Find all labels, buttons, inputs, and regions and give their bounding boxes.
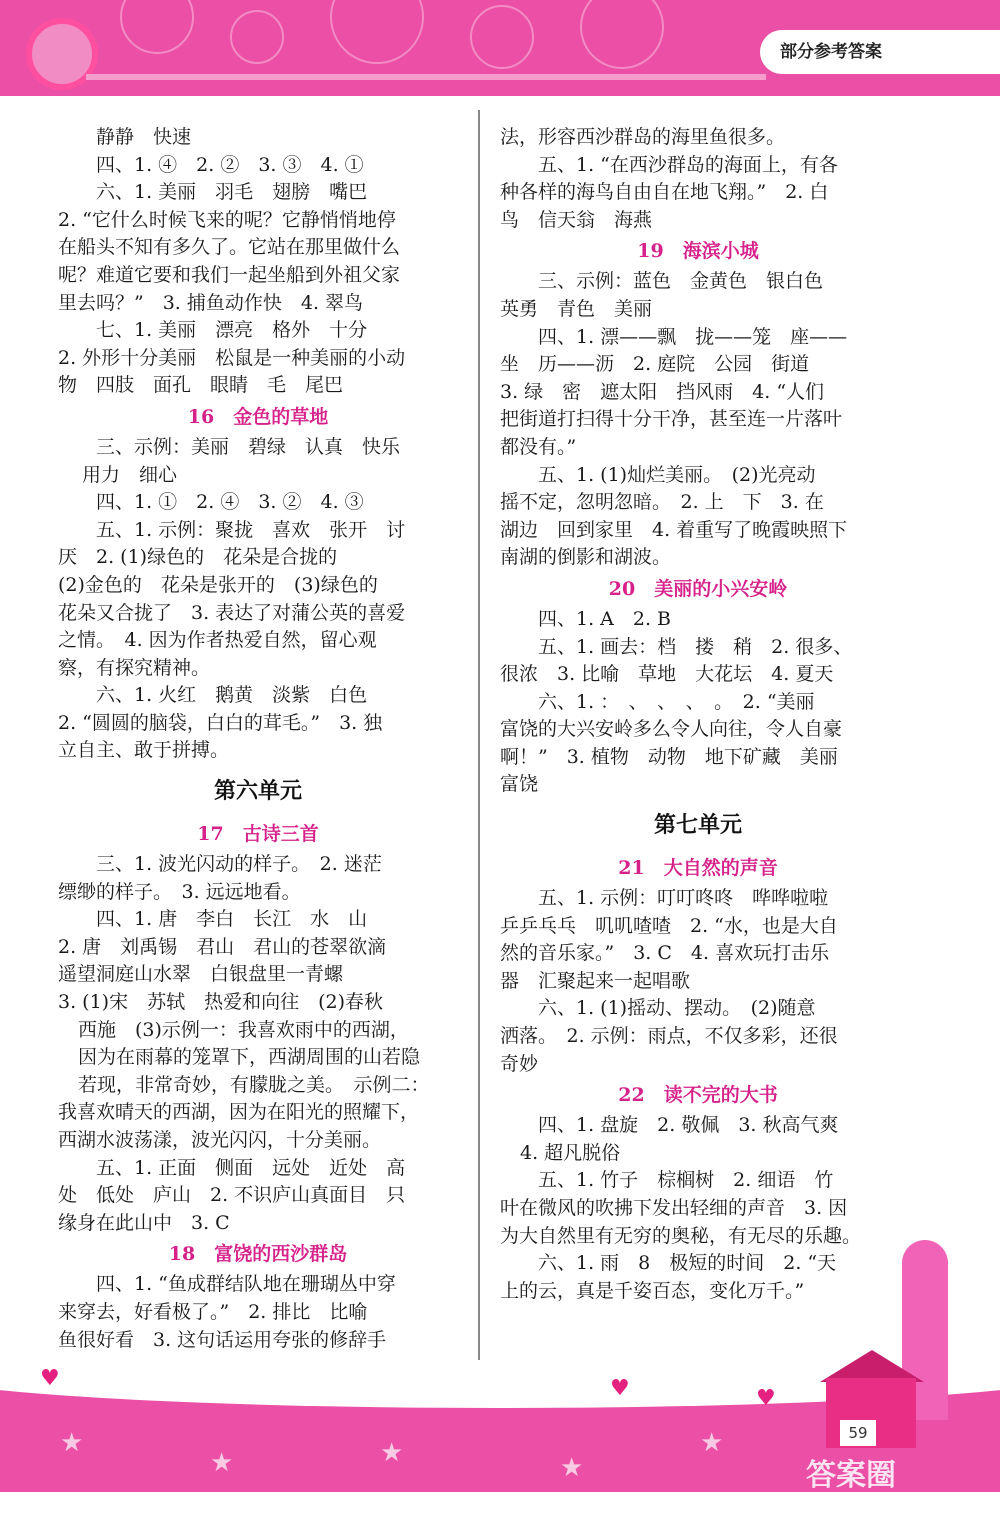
answer-line: 英勇 青色 美丽 — [500, 297, 653, 320]
answer-line: 用力 细心 — [82, 463, 178, 486]
page-number: 59 — [840, 1420, 876, 1446]
answer-line: 五、1. 示例：叮叮咚咚 哗哗啦啦 — [538, 887, 829, 910]
lesson-title: 17 古诗三首 — [197, 823, 319, 846]
answer-line: 三、1. 波光闪动的样子。 2. 迷茫 — [96, 853, 382, 876]
answer-line: 鱼很好看 3. 这句话运用夸张的修辞手 — [58, 1328, 387, 1351]
lesson-title: 22 读不完的大书 — [618, 1084, 778, 1107]
star-icon: ★ — [380, 1438, 404, 1468]
answer-block — [500, 268, 896, 572]
answer-line: 3. (1)宋 苏轼 热爱和向往 (2)春秋 — [58, 991, 383, 1014]
answer-line: 三、示例：蓝色 金黄色 银白色 — [538, 270, 824, 293]
answer-block — [58, 434, 458, 765]
answer-line: 洒落。 2. 示例：雨点，不仅多彩，还很 — [500, 1025, 838, 1048]
answer-line: 坐 历——沥 2. 庭院 公园 街道 — [500, 353, 810, 376]
answer-line: 四、1. “鱼成群结队地在珊瑚丛中穿 — [96, 1273, 396, 1296]
page-header-title: 部分参考答案 — [760, 30, 1000, 74]
answer-line: 富饶 — [500, 773, 539, 796]
left-column — [58, 124, 458, 1354]
answer-line: 厌 2. (1)绿色的 花朵是合拢的 — [58, 546, 338, 569]
answer-line: 花朵又合拢了 3. 表达了对蒲公英的喜爱 — [58, 601, 406, 624]
answer-block — [500, 1112, 896, 1305]
answer-line: 五、1. 画去：档 搂 稍 2. 很多、 — [538, 635, 853, 658]
answer-line: 五、1. 竹子 棕榈树 2. 细语 竹 — [538, 1169, 834, 1192]
answer-line: 都没有。” — [500, 435, 577, 458]
answer-line: 四、1. 盘旋 2. 敬佩 3. 秋高气爽 — [538, 1114, 839, 1137]
answer-line: 4. 超凡脱俗 — [520, 1141, 621, 1164]
answer-line: 五、1. 示例：聚拢 喜欢 张开 讨 — [96, 518, 406, 541]
answer-line: 2. 外形十分美丽 松鼠是一种美丽的小动 — [58, 346, 406, 369]
answer-line: 缘身在此山中 3. C — [58, 1211, 230, 1234]
answer-line: 静静 快速 — [96, 126, 192, 148]
answer-line: 四、1. A 2. B — [538, 607, 672, 630]
answer-line: 四、1. ④ 2. ② 3. ③ 4. ① — [96, 153, 364, 176]
answer-line: 四、1. 漂——飘 拢——笼 座—— — [538, 325, 848, 348]
star-icon: ★ — [700, 1428, 724, 1458]
answer-line: 五、1. (1)灿烂美丽。 (2)光亮动 — [538, 463, 816, 486]
heart-icon: ♥ — [610, 1376, 630, 1401]
star-icon: ★ — [60, 1428, 84, 1458]
decor-bubble — [580, 0, 664, 69]
answer-line: 三、示例：美丽 碧绿 认真 快乐 — [96, 435, 401, 458]
answer-line: 叶在微风的吹拂下发出轻细的声音 3. 因 — [500, 1197, 848, 1219]
answer-line: 七、1. 美丽 漂亮 格外 十分 — [96, 319, 368, 342]
unit-title: 第六单元 — [213, 778, 302, 805]
answer-line: 处 低处 庐山 2. 不识庐山真面目 只 — [58, 1184, 406, 1207]
answer-line: (2)金色的 花朵是张开的 (3)绿色的 — [58, 573, 378, 596]
heart-icon: ♥ — [756, 1386, 776, 1411]
answer-line: 种各样的海鸟自由自在地飞翔。” 2. 白 — [500, 181, 829, 204]
answer-line: 富饶的大兴安岭多么令人向往，令人自豪 — [500, 718, 843, 741]
answer-line: 3. 绿 密 遮太阳 挡风雨 4. “人们 — [500, 380, 825, 403]
answer-line: 2. “圆圆的脑袋，白白的茸毛。” 3. 独 — [58, 711, 383, 734]
answer-block — [500, 885, 896, 1078]
answer-line: 五、1. 正面 侧面 远处 近处 高 — [96, 1156, 406, 1179]
unit-title: 第七单元 — [653, 812, 742, 839]
answer-line: 里去吗？” 3. 捕鱼动作快 4. 翠鸟 — [58, 291, 364, 314]
decor-bubble — [120, 0, 194, 54]
answer-line: 之情。 4. 因为作者热爱自然，留心观 — [58, 629, 377, 652]
answer-line: 器 汇聚起来一起唱歌 — [500, 969, 691, 992]
answer-line: 六、1. 火红 鹅黄 淡紫 白色 — [96, 684, 368, 707]
column-divider — [478, 110, 480, 1360]
decor-bubble — [470, 5, 534, 69]
answer-line: 呢？难道它要和我们一起坐船到外祖父家 — [58, 263, 401, 286]
answer-line: 乒乒乓乓 叽叽喳喳 2. “水，也是大自 — [500, 914, 838, 937]
answer-line: 摇不定，忽明忽暗。 2. 上 下 3. 在 — [500, 491, 824, 514]
lesson-title: 18 富饶的西沙群岛 — [168, 1243, 348, 1266]
answer-line: 2. 唐 刘禹锡 君山 君山的苍翠欲滴 — [58, 935, 387, 958]
answer-line: 六、1. (1)摇动、摆动。 (2)随意 — [538, 997, 816, 1020]
star-icon: ★ — [560, 1453, 584, 1483]
answer-line: 很浓 3. 比喻 草地 大花坛 4. 夏天 — [500, 663, 834, 686]
answer-line: 若现，非常奇妙，有朦胧之美。 示例二： — [78, 1073, 430, 1096]
right-column — [500, 124, 896, 1305]
answer-line: 物 四肢 面孔 眼睛 毛 尾巴 — [58, 374, 344, 397]
answer-line: 察，有探究精神。 — [58, 656, 211, 679]
answer-line: 四、1. 唐 李白 长江 水 山 — [96, 908, 368, 931]
answer-line: 啊！” 3. 植物 动物 地下矿藏 美丽 — [500, 745, 838, 768]
answer-line: 六、1. ： 、 、 、 。 2. “美丽 — [538, 690, 815, 713]
answer-line: 立自主、敢于拼搏。 — [58, 739, 230, 762]
answer-block — [500, 606, 896, 799]
answer-line: 来穿去，好看极了。” 2. 排比 比喻 — [58, 1300, 368, 1323]
answer-block — [58, 124, 458, 400]
decor-bubble — [230, 10, 284, 64]
lesson-title: 20 美丽的小兴安岭 — [608, 577, 788, 600]
answer-line: 五、1. “在西沙群岛的海面上，有各 — [538, 153, 838, 176]
answer-block — [58, 1271, 458, 1354]
answer-block — [58, 851, 458, 1237]
answer-line: 遥望洞庭山水翠 白银盘里一青螺 — [58, 963, 344, 986]
answer-line: 法，形容西沙群岛的海里鱼很多。 — [500, 126, 786, 148]
answer-line: 湖边 回到家里 4. 着重写了晚霞映照下 — [500, 518, 848, 541]
answer-line: 奇妙 — [500, 1052, 539, 1075]
lesson-title: 16 金色的草地 — [187, 405, 329, 428]
answer-line: 鸟 信天翁 海燕 — [500, 208, 653, 231]
answer-line: 南湖的倒影和湖波。 — [500, 546, 672, 569]
lesson-title: 21 大自然的声音 — [618, 857, 778, 880]
answer-line: 把街道打扫得十分干净，甚至连一片落叶 — [500, 408, 843, 431]
heart-icon: ♥ — [40, 1366, 60, 1391]
answer-line: 六、1. 美丽 羽毛 翅膀 嘴巴 — [96, 181, 368, 204]
answer-line: 西施 (3)示例一：我喜欢雨中的西湖， — [78, 1018, 409, 1041]
answer-line: 因为在雨幕的笼罩下，西湖周围的山若隐 — [78, 1046, 421, 1069]
answer-line: 在船头不知有多久了。它站在那里做什么 — [58, 236, 401, 259]
answer-line: 上的云，真是千姿百态，变化万千。” — [500, 1279, 805, 1302]
answer-line: 四、1. ① 2. ④ 3. ② 4. ③ — [96, 491, 364, 514]
answer-block — [500, 124, 896, 234]
answer-line: 2. “它什么时候飞来的呢？它静悄悄地停 — [58, 208, 396, 231]
star-icon: ★ — [210, 1448, 234, 1478]
answer-line: 我喜欢晴天的西湖，因为在阳光的照耀下， — [58, 1101, 420, 1124]
answer-line: 为大自然里有无穷的奥秘，有无尽的乐趣。 — [500, 1224, 862, 1247]
watermark: 答案圈 MXQE.COM — [806, 1458, 994, 1529]
answer-line: 六、1. 雨 8 极短的时间 2. “天 — [538, 1252, 837, 1275]
answer-line: 缥缈的样子。 3. 远远地看。 — [58, 880, 301, 903]
lesson-title: 19 海滨小城 — [637, 240, 759, 263]
header-line — [86, 74, 766, 80]
decor-bubble — [330, 0, 424, 64]
answer-line: 西湖水波荡漾，波光闪闪，十分美丽。 — [58, 1129, 382, 1151]
answer-line: 然的音乐家。” 3. C 4. 喜欢玩打击乐 — [500, 942, 830, 965]
